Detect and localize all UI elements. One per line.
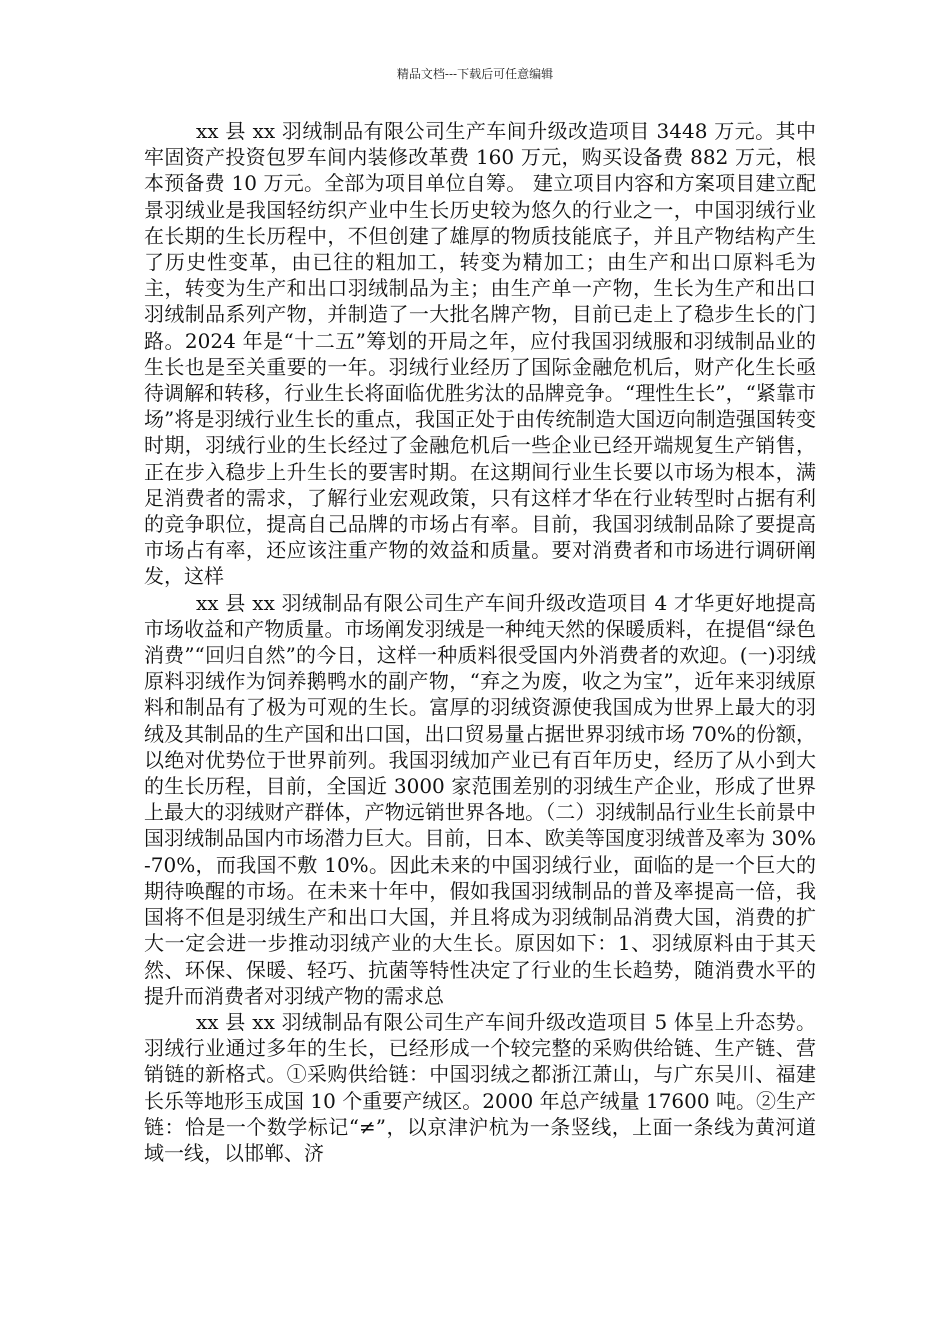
page-header: 精品文档---下载后可任意编辑 bbox=[396, 67, 554, 81]
paragraph-1: xx 县 xx 羽绒制品有限公司生产车间升级改造项目 3448 万元。其中牢固资产投资包罗车间内装修改革费 160 万元，购买设备费 882 万元，根本预备费 10 万元。全部为项目单位自筹。 建立项目内容和方案项目建立配景羽绒业是我国轻纺织产业中生长历史较为悠久的行业之一，中国羽绒行业在长期的生长历程中，不但创建了雄厚的物质技能底子，并且产物结构产生了历史性变革，由已往的粗加工，转变为精加工；由生产和出口原料毛为主，转变为生产和出口羽绒制品为主；由生产单一产物，生长为生产和出口羽绒制品系列产物，并制造了一大批名牌产物，目前已走上了稳步生长的门路。2024 年是“十二五”筹划的开局之年，应付我国羽绒服和羽绒制品业的生长也是至关重要的一年。羽绒行业经历了国际金融危机后，财产化生长亟待调解和转移，行业生长将面临优胜劣汰的品牌竞争。“理性生长”，“紧靠市场”将是羽绒行业生长的重点，我国正处于由传统制造大国迈向制造强国转变时期，羽绒行业的生长经过了金融危机后一些企业已经开端规复生产销售，正在步入稳步上升生长的要害时期。在这期间行业生长要以市场为根本，满足消费者的需求，了解行业宏观政策，只有这样才华在行业转型时占据有利的竞争职位，提高自己品牌的市场占有率。目前，我国羽绒制品除了要提高市场占有率，还应该注重产物的效益和质量。要对消费者和市场进行调研阐发，这样 bbox=[144, 119, 816, 589]
paragraph-2: xx 县 xx 羽绒制品有限公司生产车间升级改造项目 4 才华更好地提高市场收益和产物质量。市场阐发羽绒是一种纯天然的保暖质料，在提倡“绿色消费”“回归自然”的今日，这样一种质料很受国内外消费者的欢迎。(一)羽绒原料羽绒作为饲养鹅鸭水的副产物，“弃之为废，收之为宝”，近年来羽绒原料和制品有了极为可观的生长。富厚的羽绒资源使我国成为世界上最大的羽绒及其制品的生产国和出口国，出口贸易量占据世界羽绒市场 70%的份额，以绝对优势位于世界前列。我国羽绒加产业已有百年历史，经历了从小到大的生长历程，目前，全国近 3000 家范围差别的羽绒生产企业，形成了世界上最大的羽绒财产群体，产物远销世界各地。（二）羽绒制品行业生长前景中国羽绒制品国内市场潜力巨大。目前，日本、欧美等国度羽绒普及率为 30%-70%，而我国不敷 10%。因此未来的中国羽绒行业，面临的是一个巨大的期待唤醒的市场。在未来十年中，假如我国羽绒制品的普及率提高一倍，我国将不但是羽绒生产和出口大国，并且将成为羽绒制品消费大国，消费的扩大一定会进一步推动羽绒产业的大生长。原因如下：1、羽绒原料由于其天然、环保、保暖、轻巧、抗菌等特性决定了行业的生长趋势，随消费水平的提升而消费者对羽绒产物的需求总 bbox=[144, 590, 816, 1008]
document-body bbox=[144, 118, 816, 1166]
paragraph-3: xx 县 xx 羽绒制品有限公司生产车间升级改造项目 5 体呈上升态势。羽绒行业通过多年的生长，已经形成一个较完整的采购供给链、生产链、营销链的新格式。①采购供给链：中国羽绒之都浙江萧山，与广东吴川、福建长乐等地形玉成国 10 个重要产绒区。2000 年总产绒量 17600 吨。②生产链：恰是一个数学标记“≠”，以京津沪杭为一条竖线，上面一条线为黄河道域一线，以邯郸、济 bbox=[144, 1009, 816, 1165]
